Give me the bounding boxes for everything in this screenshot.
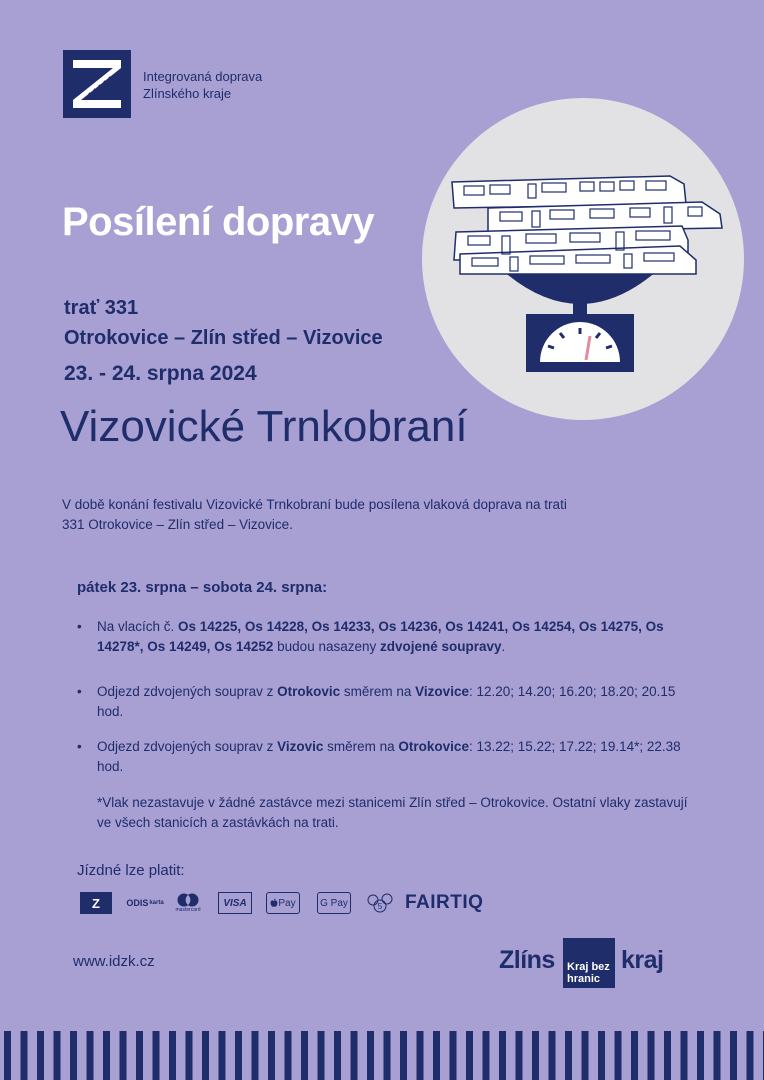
stripe xyxy=(615,1031,622,1080)
stripe xyxy=(549,1031,556,1080)
odis-label: ODIS xyxy=(126,898,149,908)
org-name xyxy=(143,68,262,102)
kraj-box-line1: Kraj bez xyxy=(567,961,610,973)
google-pay-icon: G Pay xyxy=(317,892,351,914)
text-fragment: směrem na xyxy=(340,684,416,699)
stripe xyxy=(532,1031,539,1080)
stripe xyxy=(21,1031,28,1080)
odis-card-icon xyxy=(126,892,164,914)
destination-station: Vizovice xyxy=(415,684,469,699)
stripe xyxy=(301,1031,308,1080)
stripe xyxy=(747,1031,754,1080)
text-fragment: směrem na xyxy=(323,739,399,754)
stripe xyxy=(582,1031,589,1080)
destination-station: Otrokovice xyxy=(398,739,469,754)
stripe xyxy=(450,1031,457,1080)
stripe xyxy=(186,1031,193,1080)
stripe xyxy=(433,1031,440,1080)
event-dates: 23. - 24. srpna 2024 xyxy=(64,362,257,385)
bullet-icon: • xyxy=(77,619,82,634)
apple-pay-icon xyxy=(266,892,300,914)
stripe xyxy=(351,1031,358,1080)
list-item-text xyxy=(97,682,697,722)
payment-title: Jízdné lze platit: xyxy=(77,862,185,879)
apple-icon xyxy=(270,898,278,908)
trains-on-scale-icon xyxy=(440,170,740,380)
kraj-logo-left: Zlíns xyxy=(499,946,555,974)
stripe xyxy=(120,1031,127,1080)
mastercard-icon xyxy=(172,892,204,914)
double-sets-label: zdvojené soupravy xyxy=(380,639,502,654)
stripe xyxy=(714,1031,721,1080)
stripe xyxy=(664,1031,671,1080)
stripe xyxy=(153,1031,160,1080)
stripe xyxy=(54,1031,61,1080)
list-item-text xyxy=(97,737,697,777)
stripe xyxy=(400,1031,407,1080)
text-fragment: Odjezd zdvojených souprav z xyxy=(97,739,278,754)
stripe xyxy=(70,1031,77,1080)
bullet-icon: • xyxy=(77,684,82,699)
idzk-logo xyxy=(63,50,131,118)
stripe xyxy=(103,1031,110,1080)
origin-station: Otrokovic xyxy=(277,684,341,699)
idzk-z-icon xyxy=(63,50,131,118)
page-title: Posílení dopravy xyxy=(62,200,375,244)
stripe xyxy=(483,1031,490,1080)
origin-station: Vizovic xyxy=(277,739,324,754)
text-fragment: Odjezd zdvojených souprav z xyxy=(97,684,278,699)
odis-sub-label: karta xyxy=(149,900,164,906)
line-route: Otrokovice – Zlín střed – Vizovice xyxy=(64,327,383,349)
stripe xyxy=(598,1031,605,1080)
kraj-box-line2: hranic xyxy=(567,973,601,985)
intro-paragraph: V době konání festivalu Vizovické Trnkobraní bude posílena vlaková doprava na trati 331 Otrokovice – Zlín střed – Vizovice. xyxy=(62,497,567,532)
list-item-text xyxy=(97,617,697,657)
stripe xyxy=(417,1031,424,1080)
stripe xyxy=(516,1031,523,1080)
stripe xyxy=(268,1031,275,1080)
footnote: *Vlak nezastavuje v žádné zastávce mezi stanicemi Zlín střed – Otrokovice. Ostatní vlaky zastavují ve všech stanicích a zastávkách na trati. xyxy=(97,795,688,830)
fairtiq-logo: FAIRTIQ xyxy=(405,892,484,913)
stripe xyxy=(697,1031,704,1080)
coins-svg-icon xyxy=(365,892,395,914)
org-name-line1: Integrovaná doprava xyxy=(143,69,263,84)
event-name: Vizovické Trnkobraní xyxy=(60,402,468,451)
stripe xyxy=(37,1031,44,1080)
stripe xyxy=(334,1031,341,1080)
org-name-line2: Zlínského kraje xyxy=(143,86,232,101)
text-fragment: Na vlacích č. xyxy=(97,619,179,634)
stripe xyxy=(565,1031,572,1080)
bottom-stripes-decoration xyxy=(0,1031,764,1080)
departure-times: : 13.22; 15.22; 17.22; 19.14*; 22.38 hod. xyxy=(97,739,681,774)
text-fragment: budou nasazeny xyxy=(273,639,380,654)
stripe xyxy=(466,1031,473,1080)
stripe xyxy=(4,1031,11,1080)
bullet-icon: • xyxy=(77,739,82,754)
stripe xyxy=(87,1031,94,1080)
apple-pay-label: Pay xyxy=(278,897,296,909)
stripe xyxy=(285,1031,292,1080)
visa-icon: VISA xyxy=(218,892,252,914)
stripe xyxy=(252,1031,259,1080)
departure-times: : 12.20; 14.20; 16.20; 18.20; 20.15 hod. xyxy=(97,684,676,719)
stripe xyxy=(219,1031,226,1080)
line-info xyxy=(64,293,383,353)
service-period: pátek 23. srpna – sobota 24. srpna: xyxy=(77,579,328,596)
stripe xyxy=(681,1031,688,1080)
stripe xyxy=(169,1031,176,1080)
mastercard-circles-icon xyxy=(174,893,202,907)
train-numbers: Os 14225, Os 14228, Os 14233, Os 14236, Os 14241, Os 14254, Os 14275, Os 14278*, Os 14249, Os 14252 xyxy=(97,619,664,654)
stripe xyxy=(499,1031,506,1080)
stripe xyxy=(136,1031,143,1080)
coin-value: 5 xyxy=(377,902,383,911)
stripe xyxy=(235,1031,242,1080)
stripe xyxy=(367,1031,374,1080)
text-fragment: . xyxy=(501,639,506,654)
kraj-logo-box xyxy=(563,938,615,988)
line-number: trať 331 xyxy=(64,297,139,319)
stripe xyxy=(318,1031,325,1080)
kraj-logo-right: kraj xyxy=(621,946,664,974)
mastercard-label: mastercard xyxy=(175,907,201,913)
stripe xyxy=(648,1031,655,1080)
idzk-card-icon: Z xyxy=(80,892,112,914)
website-link[interactable]: www.idzk.cz xyxy=(73,953,155,970)
stripe xyxy=(730,1031,737,1080)
stripe xyxy=(631,1031,638,1080)
coins-icon xyxy=(364,892,396,914)
stripe xyxy=(202,1031,209,1080)
stripe xyxy=(384,1031,391,1080)
